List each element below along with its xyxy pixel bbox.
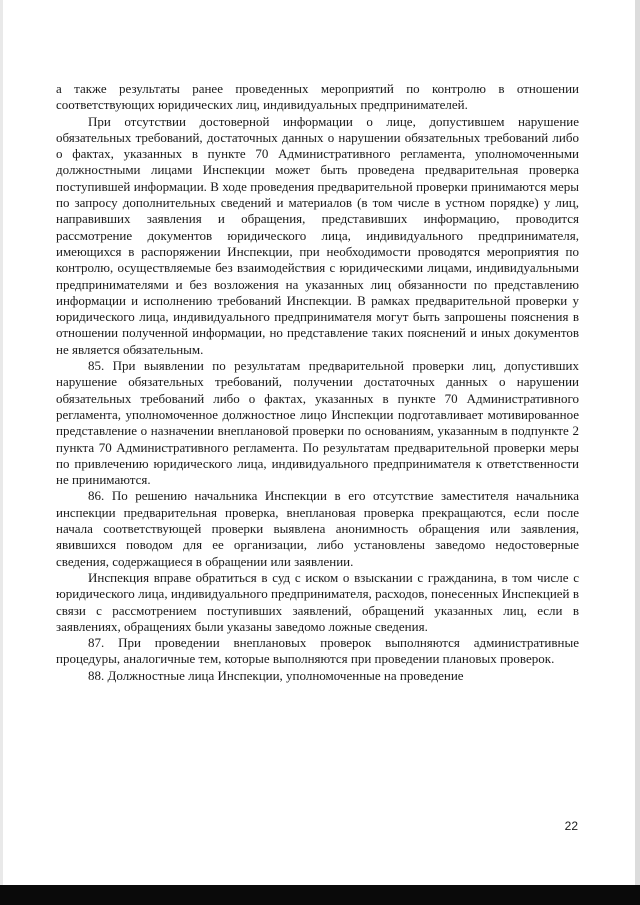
scan-edge-right: [635, 0, 640, 885]
document-body: [56, 81, 579, 684]
paragraph-86: 86. По решению начальника Инспекции в его отсутствие заместителя начальника инспекции предварительная проверка, внеплановая проверка прекращаются, если после начала соответствующей проверки выявлена анонимность обращения или заявления, явившихся поводом для ее организации, либо установлены заведомо недостоверные сведения, содержащиеся в обращении или заявлении.: [56, 488, 579, 569]
paragraph-88: 88. Должностные лица Инспекции, уполномоченные на проведение: [88, 667, 464, 683]
paragraph-87: 87. При проведении внеплановых проверок выполняются административные процедуры, аналогичные тем, которые выполняются при проведении плановых проверок.: [56, 635, 579, 667]
scan-edge-left: [0, 0, 3, 905]
paragraph-preliminary-check: При отсутствии достоверной информации о лице, допустившем нарушение обязательных требований, достаточных данных о нарушении обязательных требований либо о фактах, указанных в пункте 70 Административного регламента, уполномоченными должностными лицами Инспекции может быть проведена предварительная проверка поступившей информации. В ходе проведения предварительной проверки принимаются меры по запросу дополнительных сведений и материалов (в том числе в устном порядке) у лиц, направивших заявления и обращения, представивших информацию, проводится рассмотрение документов юридического лица, индивидуального предпринимателя, имеющихся в распоряжении Инспекции, при необходимости проводятся мероприятия по контролю, осуществляемые без взаимодействия с юридическими лицами, индивидуальными предпринимателями и без возложения на указанных лиц обязанности по представлению информации и исполнению требований Инспекции. В рамках предварительной проверки у юридического лица, индивидуального предпринимателя могут быть запрошены пояснения в отношении полученной информации, но представление таких пояснений и иных документов не является обязательным.: [56, 113, 579, 357]
scan-bottom-bar: [0, 885, 640, 905]
paragraph-court-claim: Инспекция вправе обратиться в суд с иском о взыскании с гражданина, в том числе с юридического лица, индивидуального предпринимателя, расходов, понесенных Инспекцией в связи с рассмотрением поступивших заявлений, обращений указанных лиц, если в заявлениях, обращениях были указаны заведомо ложные сведения.: [56, 569, 579, 634]
paragraph-continuation: а также результаты ранее проведенных мероприятий по контролю в отношении соответствующих юридических лиц, индивидуальных предпринимателей.: [56, 81, 579, 113]
paragraph-85: 85. При выявлении по результатам предварительной проверки лиц, допустивших нарушение обязательных требований, получении достаточных данных о нарушении обязательных требований либо о фактах, указанных в пункте 70 Административного регламента, уполномоченное должностное лицо Инспекции подготавливает мотивированное представление о назначении внеплановой проверки по основаниям, указанным в подпункте 2 пункта 70 Административного регламента. По результатам предварительной проверки меры по привлечению юридического лица, индивидуального предпринимателя к ответственности не принимаются.: [56, 358, 579, 488]
page-number: 22: [564, 819, 578, 833]
